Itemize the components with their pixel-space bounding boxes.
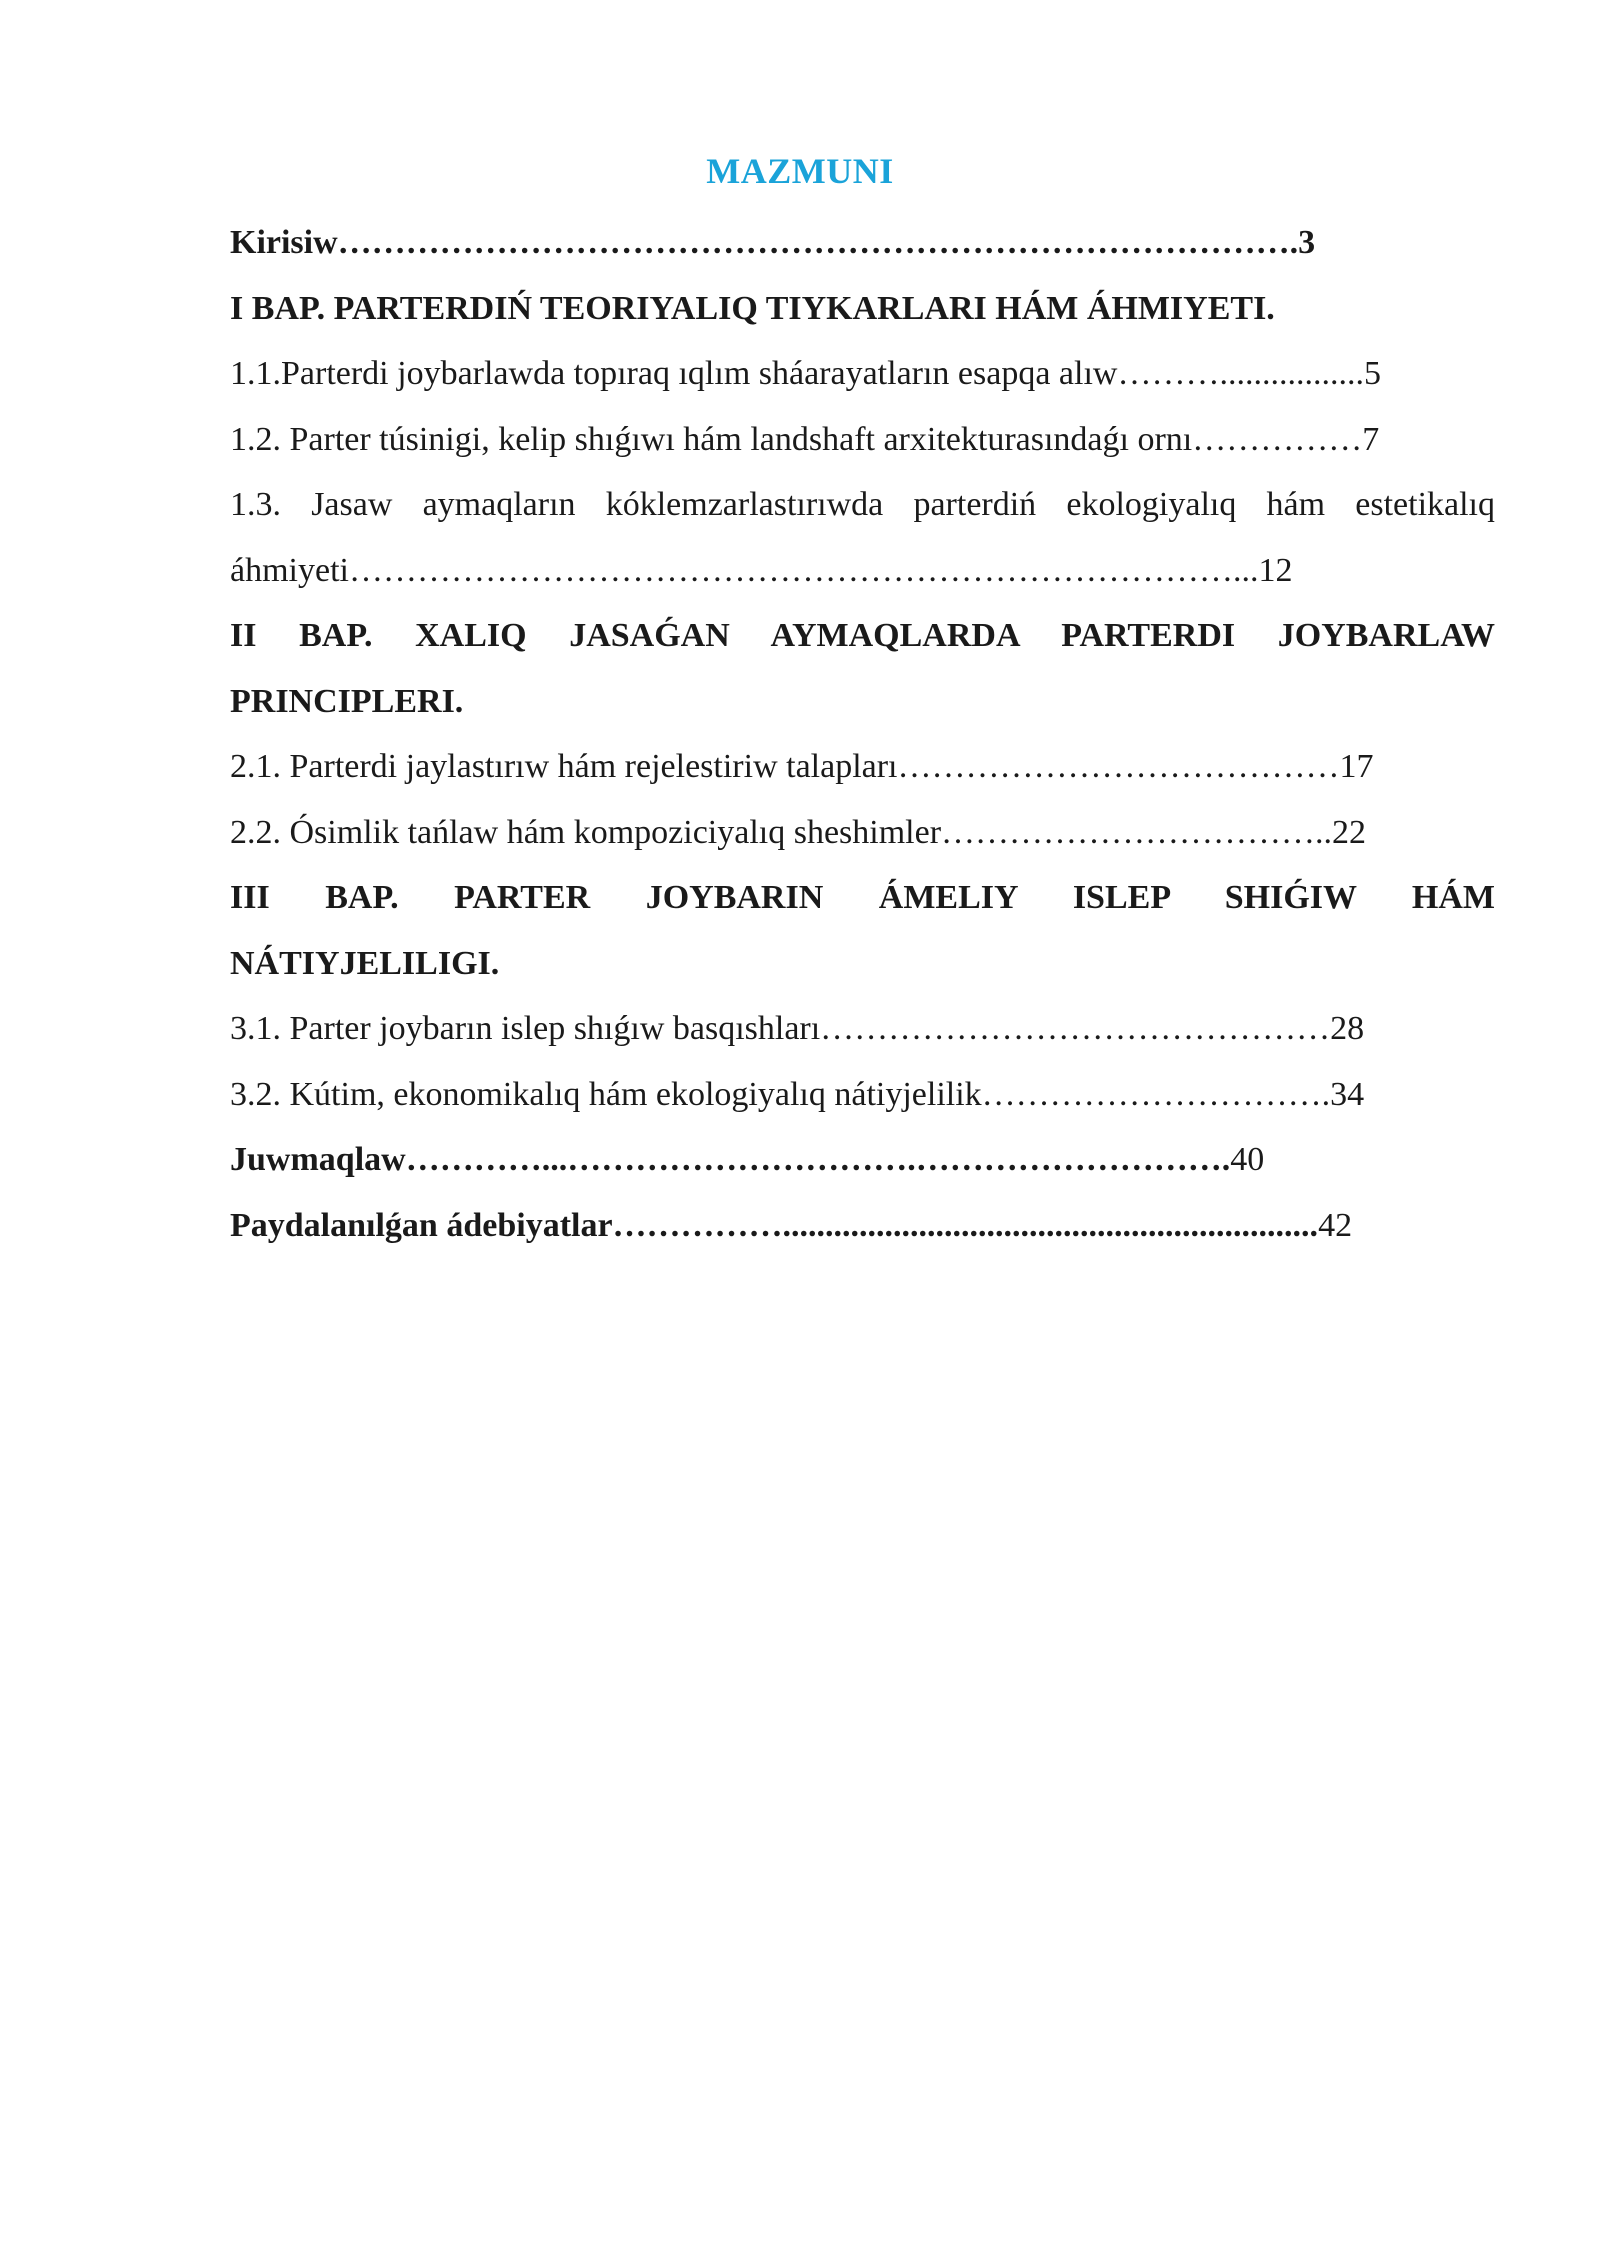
- toc-entry: [230, 276, 1495, 342]
- toc-entry: [230, 931, 1495, 997]
- toc-entry: [230, 538, 1495, 604]
- toc-entry-text: 1.2. Parter túsinigi, kelip shıǵıwı hám landshaft arxitekturasındaǵı ornı……………7: [230, 420, 1380, 458]
- table-of-contents: [230, 210, 1495, 1258]
- toc-entry: [230, 734, 1495, 800]
- toc-entry: [230, 1127, 1495, 1193]
- toc-entry: [230, 800, 1495, 866]
- toc-entry: [230, 407, 1495, 473]
- toc-title: MAZMUNI: [706, 151, 894, 191]
- toc-entry-text: Paydalanılǵan ádebiyatlar……………...............................................................: [230, 1206, 1319, 1244]
- toc-entry: [230, 1193, 1495, 1259]
- toc-entry-text: 2.1. Parterdi jaylastırıw hám rejelestiriw talapları…………………………………17: [230, 748, 1374, 785]
- toc-entry-text: 1.1.Parterdi joybarlawda topıraq ıqlım sháarayatların esapqa alıw……….................5: [230, 355, 1381, 392]
- toc-entry-text: 1.3. Jasaw aymaqların kóklemzarlastırıwda parterdiń ekologiyalıq hám estetikalıq: [230, 486, 1495, 523]
- toc-entry-text: II BAP. XALIQ JASAǴAN AYMAQLARDA PARTERDI JOYBARLAW: [230, 617, 1495, 654]
- toc-entry: [230, 669, 1495, 735]
- toc-entry: [230, 996, 1495, 1062]
- toc-entry-text: I BAP. PARTERDIŃ TEORIYALIQ TIYKARLARI HÁM ÁHMIYETI.: [230, 289, 1275, 327]
- toc-entry-text: 3.1. Parter joybarın islep shıǵıw basqıshları………………………………………28: [230, 1010, 1365, 1047]
- toc-entry: [230, 210, 1495, 276]
- toc-entry-text: Kirisiw………………………………………………………………………….3: [230, 224, 1316, 261]
- toc-entry-text: Juwmaqlaw…………...………………………….……………………….: [230, 1141, 1231, 1178]
- toc-entry-text: 2.2. Ósimlik tańlaw hám kompoziciyalıq sheshimler……………………………..22: [230, 813, 1367, 851]
- toc-entry: [230, 865, 1495, 931]
- toc-entry: [230, 472, 1495, 538]
- toc-entry: [230, 1062, 1495, 1128]
- toc-entry-text: áhmiyeti……………………………………………………………………...12: [230, 551, 1293, 589]
- toc-entry: [230, 341, 1495, 407]
- toc-entry: [230, 603, 1495, 669]
- toc-entry-text: PRINCIPLERI.: [230, 682, 464, 720]
- toc-page-number: 40: [1230, 1141, 1265, 1178]
- toc-entry-text: 3.2. Kútim, ekonomikalıq hám ekologiyalıq nátiyjelilik………………………….34: [230, 1075, 1365, 1113]
- toc-page-number: 42: [1318, 1206, 1353, 1244]
- toc-entry-text: III BAP. PARTER JOYBARIN ÁMELIY ISLEP SHIǴIW HÁM: [230, 879, 1495, 916]
- toc-entry-text: NÁTIYJELILIGI.: [230, 944, 500, 982]
